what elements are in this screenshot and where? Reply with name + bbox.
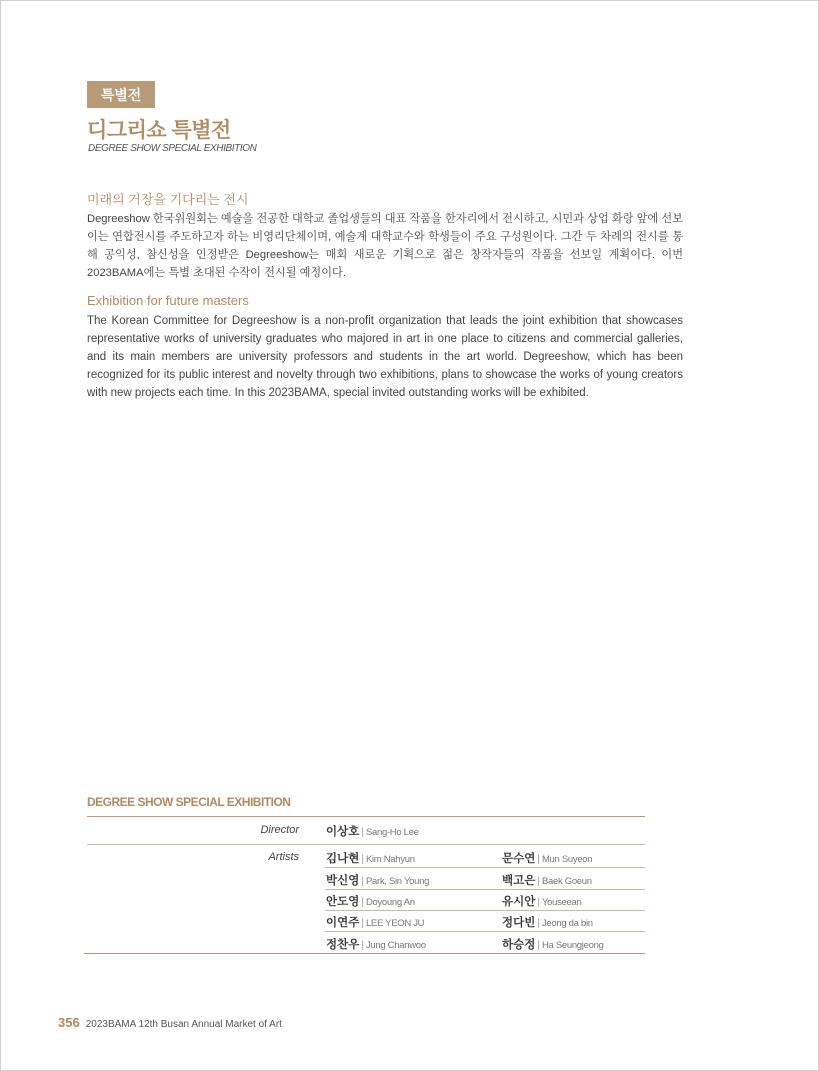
director-label: Director (260, 824, 299, 836)
page-footer (58, 1015, 282, 1030)
name-separator: | (537, 940, 540, 951)
artist-entry (326, 872, 429, 888)
page-number: 356 (58, 1015, 80, 1030)
person-name-en: Ha Seungjeong (541, 940, 604, 951)
name-separator: | (537, 897, 540, 908)
credits-top-rule (87, 816, 645, 817)
artist-entry (326, 893, 415, 909)
person-name-en: LEE YEON JU (365, 918, 425, 929)
person-name-ko: 하승정 (502, 939, 536, 951)
person-name-ko: 정찬우 (326, 939, 360, 951)
director-entry (326, 823, 419, 839)
paragraph-english: The Korean Committee for Degreeshow is a non-profit organization that leads the joint exhibition that showcases representative works of university graduates who majored in art in one place to citizens and commercial galleries, and its main members are university professors and students in the art world. Degreeshow, which has been recognized for its public interest and novelty through two exhibitions, plans to showcase the works of young creators with new projects each time. In this 2023BAMA, special invited outstanding works will be exhibited. (87, 315, 683, 399)
person-name-en: Sang-Ho Lee (365, 827, 419, 838)
person-name-en: Jung Chanwoo (365, 940, 426, 951)
artist-row-divider (325, 931, 645, 932)
person-name-ko: 안도영 (326, 896, 360, 908)
person-name-en: Jeong da bin (541, 918, 593, 929)
name-separator: | (361, 854, 364, 865)
artist-row-divider (325, 889, 645, 890)
person-name-en: Baek Goeun (541, 876, 592, 887)
person-name-ko: 이상호 (326, 826, 360, 838)
person-name-ko: 이연주 (326, 917, 360, 929)
name-separator: | (361, 918, 364, 929)
artist-entry (502, 872, 592, 888)
name-separator: | (361, 827, 364, 838)
artist-entry (326, 914, 424, 930)
person-name-ko: 백고은 (502, 875, 536, 887)
person-name-ko: 문수연 (502, 853, 536, 865)
person-name-en: Youseean (541, 897, 582, 908)
artists-label: Artists (268, 851, 299, 863)
person-name-en: Mun Suyeon (541, 854, 593, 865)
name-separator: | (537, 918, 540, 929)
name-separator: | (361, 876, 364, 887)
person-name-ko: 유시안 (502, 896, 536, 908)
person-name-ko: 정다빈 (502, 917, 536, 929)
credits-title: DEGREE SHOW SPECIAL EXHIBITION (87, 795, 291, 809)
page-title-korean: 디그리쇼 특별전 (87, 119, 231, 142)
subtitle-english: Exhibition for future masters (87, 293, 249, 308)
artist-entry (502, 893, 581, 909)
subtitle-korean: 미래의 거장을 기다리는 전시 (87, 192, 249, 207)
paragraph-korean: Degreeshow 한국위원회는 예술을 전공한 대학교 졸업생들의 대표 작품을 한자리에서 전시하고, 시민과 상업 화랑 앞에 선보이는 연합전시를 주도하고자 하는 비영리단체이며, 예술계 대학교수와 학생들이 주요 구성원이다. 그간 두 차례의 전시를 통해 공익성, 참신성을 인정받은 Degreeshow는 매회 새로운 기획으로 젊은 창작자들의 작품을 선보일 계획이다. 이번 2023BAMA에는 특별 초대된 수작이 전시될 예정이다. (87, 213, 683, 279)
artist-row-divider (325, 910, 645, 911)
name-separator: | (537, 854, 540, 865)
footer-text: 2023BAMA 12th Busan Annual Market of Art (85, 1019, 282, 1030)
page-title-english: DEGREE SHOW SPECIAL EXHIBITION (88, 143, 257, 154)
category-badge: 특별전 (87, 81, 155, 108)
artist-entry (502, 850, 592, 866)
person-name-en: Kim Nahyun (365, 854, 415, 865)
artist-entry (502, 914, 593, 930)
name-separator: | (361, 897, 364, 908)
name-separator: | (361, 940, 364, 951)
artist-entry (326, 850, 415, 866)
person-name-en: Doyoung An (365, 897, 415, 908)
artist-row-divider (325, 867, 645, 868)
artist-entry (502, 936, 604, 952)
person-name-en: Park, Sin Young (365, 876, 430, 887)
credits-row-divider (87, 844, 645, 845)
artist-entry (326, 936, 426, 952)
credits-bottom-rule (84, 953, 645, 954)
person-name-ko: 박신영 (326, 875, 360, 887)
name-separator: | (537, 876, 540, 887)
person-name-ko: 김나현 (326, 853, 360, 865)
